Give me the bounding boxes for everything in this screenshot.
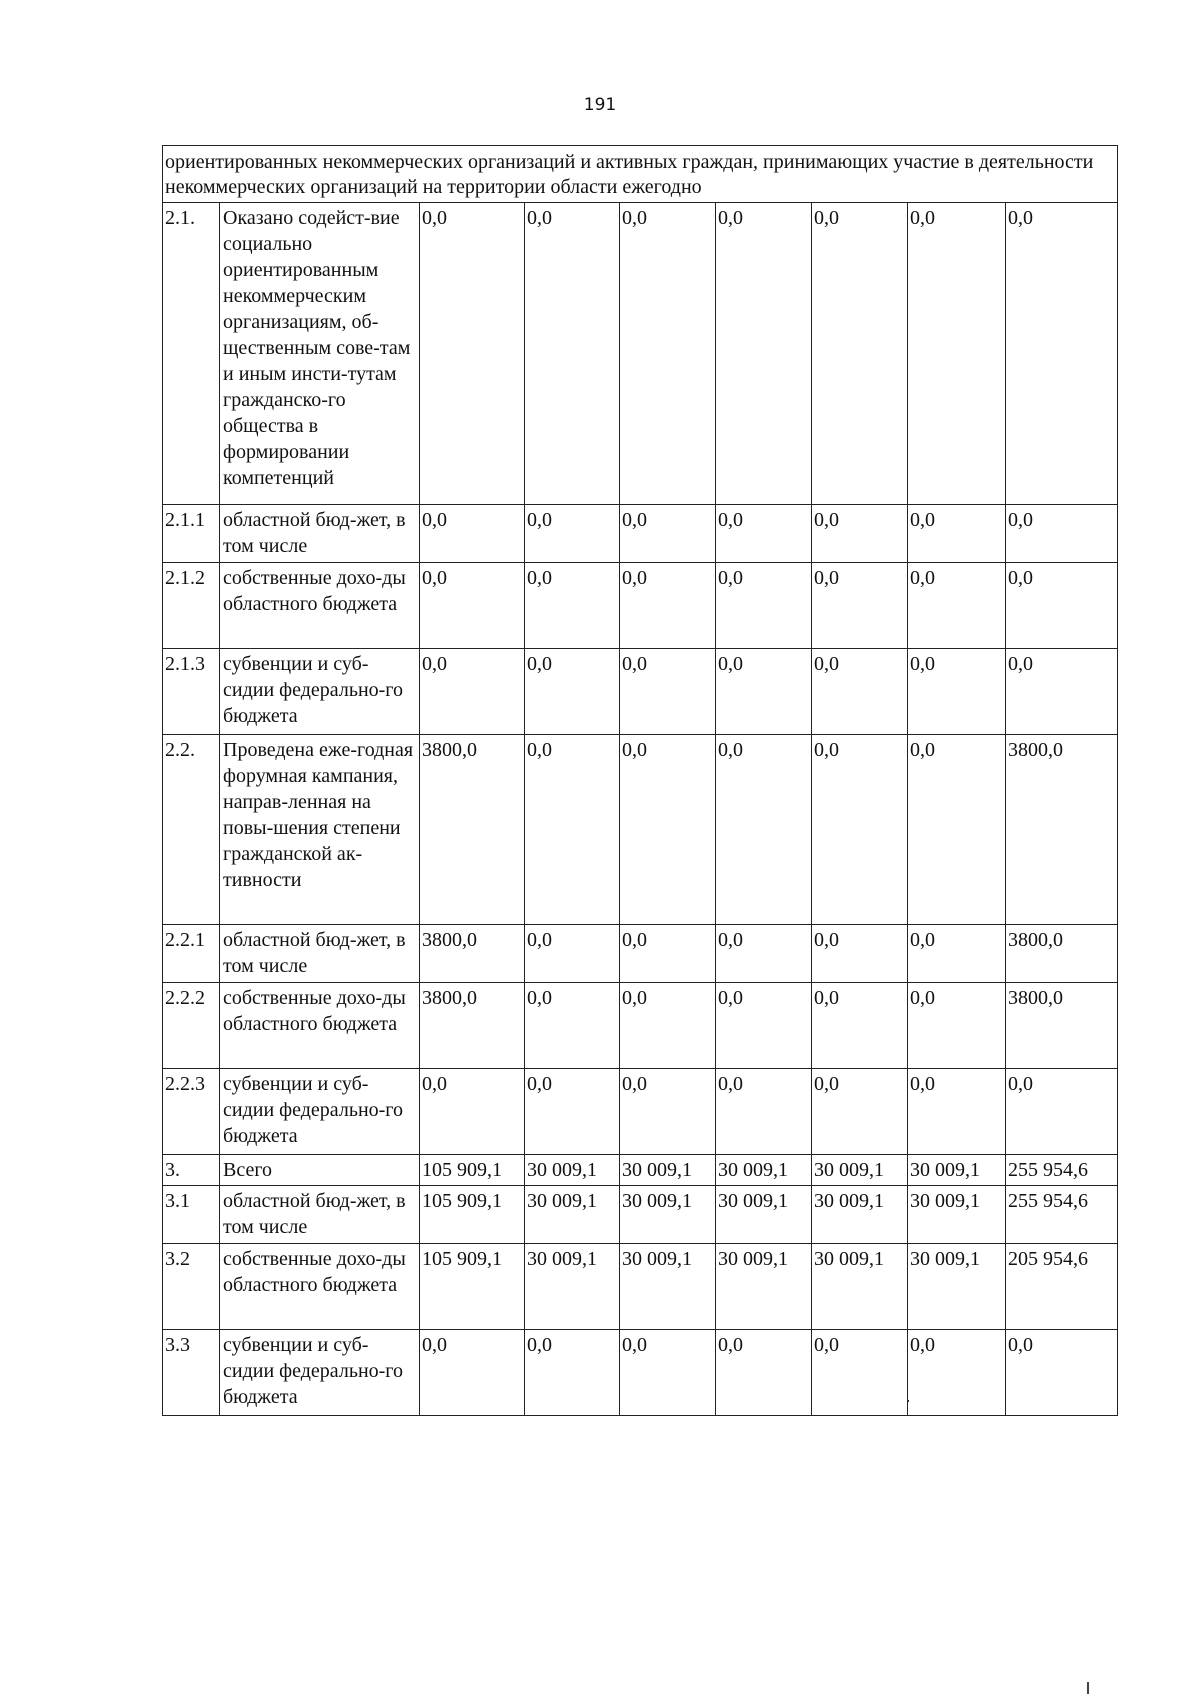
scan-mark [1087, 1682, 1089, 1694]
value-cell: 0,0 [420, 505, 525, 563]
value-cell: 0,0 [1006, 649, 1118, 735]
value-cell: 30 009,1 [908, 1155, 1006, 1186]
value-cell: 0,0 [420, 203, 525, 505]
row-label: областной бюд-жет, в том числе [220, 505, 420, 563]
row-label: Всего [220, 1155, 420, 1186]
value-cell: 0,0 [620, 983, 716, 1069]
value-cell: 0,0 [620, 1069, 716, 1155]
row-code: 2.1.3 [163, 649, 220, 735]
row-label: собственные дохо-ды областного бюджета [220, 1244, 420, 1330]
value-cell: 0,0 [716, 983, 812, 1069]
row-code: 2.2. [163, 735, 220, 925]
value-cell: 0,0 [525, 1069, 620, 1155]
row-code: 3.3 [163, 1330, 220, 1416]
row-label: Проведена еже-годная форумная кампания, направ-ленная на повы-шения степени гражданской ак-тивности [220, 735, 420, 925]
table-header-row [163, 146, 1118, 203]
budget-table [162, 145, 1118, 1416]
value-cell: 30 009,1 [716, 1244, 812, 1330]
value-cell: 0,0 [716, 1330, 812, 1416]
table-row [163, 203, 1118, 505]
value-cell: 0,0 [716, 649, 812, 735]
value-cell: 0,0 [620, 1330, 716, 1416]
value-cell: 0,0 [908, 735, 1006, 925]
row-label: собственные дохо-ды областного бюджета [220, 563, 420, 649]
table-row [163, 1330, 1118, 1416]
value-cell: 0,0 [812, 505, 908, 563]
value-cell: 30 009,1 [525, 1244, 620, 1330]
value-cell: 0,0 [908, 505, 1006, 563]
row-code: 3.1 [163, 1186, 220, 1244]
row-label: собственные дохо-ды областного бюджета [220, 983, 420, 1069]
value-cell: 0,0 [525, 505, 620, 563]
value-cell: 0,0 [1006, 1069, 1118, 1155]
row-code: 2.1.1 [163, 505, 220, 563]
value-cell: 0,0 [420, 649, 525, 735]
row-code: 2.2.1 [163, 925, 220, 983]
value-cell: 0,0 [1006, 505, 1118, 563]
row-code: 3.2 [163, 1244, 220, 1330]
value-cell: 0,0 [908, 983, 1006, 1069]
table-row [163, 735, 1118, 925]
value-cell: 3800,0 [1006, 735, 1118, 925]
value-cell: 30 009,1 [908, 1186, 1006, 1244]
value-cell: 0,0 [716, 505, 812, 563]
value-cell: 0,0 [812, 735, 908, 925]
value-cell: 0,0 [1006, 1330, 1118, 1416]
value-cell: 0,0 [620, 925, 716, 983]
value-cell: 0,0 [420, 1330, 525, 1416]
value-cell: 0,0 [620, 735, 716, 925]
value-cell: 0,0 [420, 563, 525, 649]
row-label: субвенции и суб-сидии федерально-го бюджета [220, 649, 420, 735]
value-cell: 205 954,6 [1006, 1244, 1118, 1330]
value-cell: 30 009,1 [525, 1155, 620, 1186]
value-cell: 0,0 [525, 735, 620, 925]
row-label: Оказано содейст-вие социально ориентированным некоммерческим организациям, об-щественным сове-там и иным инсти-тутам гражданско-го общества в формировании компетенций [220, 203, 420, 505]
row-label: областной бюд-жет, в том числе [220, 925, 420, 983]
row-label: субвенции и суб-сидии федерально-го бюджета [220, 1330, 420, 1416]
table-row [163, 1155, 1118, 1186]
value-cell: 3800,0 [420, 983, 525, 1069]
value-cell: 0,0 [908, 1069, 1006, 1155]
table-body [163, 146, 1118, 1416]
value-cell: 255 954,6 [1006, 1186, 1118, 1244]
value-cell: 0,0 [908, 563, 1006, 649]
value-cell: 30 009,1 [812, 1186, 908, 1244]
table-row [163, 1186, 1118, 1244]
value-cell: 0,0 [812, 203, 908, 505]
value-cell: 0,0 [716, 1069, 812, 1155]
value-cell: 3800,0 [1006, 983, 1118, 1069]
value-cell: 0,0 [420, 1069, 525, 1155]
value-cell: 3800,0 [420, 925, 525, 983]
value-cell: 30 009,1 [620, 1155, 716, 1186]
value-cell: 105 909,1 [420, 1244, 525, 1330]
value-cell: 0,0 [812, 983, 908, 1069]
value-cell: 0,0 [620, 203, 716, 505]
value-cell: 30 009,1 [525, 1186, 620, 1244]
row-code: 2.2.2 [163, 983, 220, 1069]
value-cell: 0,0 [812, 563, 908, 649]
value-cell: 30 009,1 [620, 1186, 716, 1244]
value-cell: 0,0 [812, 925, 908, 983]
page-number: 191 [583, 95, 617, 115]
value-cell: 0,0 [620, 563, 716, 649]
value-cell: 0,0 [908, 1330, 1006, 1416]
value-cell: 30 009,1 [908, 1244, 1006, 1330]
value-cell: 0,0 [1006, 563, 1118, 649]
value-cell: 255 954,6 [1006, 1155, 1118, 1186]
value-cell: 0,0 [525, 649, 620, 735]
value-cell: 0,0 [812, 1069, 908, 1155]
value-cell: 0,0 [716, 735, 812, 925]
value-cell: 3800,0 [420, 735, 525, 925]
value-cell: 0,0 [620, 649, 716, 735]
table-row [163, 563, 1118, 649]
value-cell: 30 009,1 [716, 1155, 812, 1186]
value-cell: 0,0 [525, 203, 620, 505]
value-cell: 3800,0 [1006, 925, 1118, 983]
value-cell: 30 009,1 [812, 1244, 908, 1330]
value-cell: 0,0 [812, 649, 908, 735]
table-row [163, 505, 1118, 563]
value-cell: 0,0 [620, 505, 716, 563]
value-cell: 30 009,1 [716, 1186, 812, 1244]
value-cell: 0,0 [716, 563, 812, 649]
value-cell: 0,0 [908, 649, 1006, 735]
scan-dot [907, 1400, 909, 1402]
value-cell: 0,0 [525, 983, 620, 1069]
row-code: 2.1. [163, 203, 220, 505]
table-row [163, 983, 1118, 1069]
value-cell: 0,0 [525, 563, 620, 649]
row-label: субвенции и суб-сидии федерально-го бюджета [220, 1069, 420, 1155]
row-label: областной бюд-жет, в том числе [220, 1186, 420, 1244]
value-cell: 105 909,1 [420, 1155, 525, 1186]
value-cell: 0,0 [716, 925, 812, 983]
row-code: 3. [163, 1155, 220, 1186]
value-cell: 0,0 [525, 1330, 620, 1416]
value-cell: 0,0 [908, 925, 1006, 983]
value-cell: 0,0 [716, 203, 812, 505]
value-cell: 30 009,1 [620, 1244, 716, 1330]
value-cell: 30 009,1 [812, 1155, 908, 1186]
value-cell: 0,0 [908, 203, 1006, 505]
value-cell: 0,0 [525, 925, 620, 983]
value-cell: 105 909,1 [420, 1186, 525, 1244]
table-row [163, 1244, 1118, 1330]
table-row [163, 649, 1118, 735]
table-row [163, 925, 1118, 983]
row-code: 2.1.2 [163, 563, 220, 649]
table-header-text: ориентированных некоммерческих организаций и активных граждан, принимающих участие в деятельности некоммерческих организаций на территории области ежегодно [163, 146, 1118, 203]
value-cell: 0,0 [812, 1330, 908, 1416]
row-code: 2.2.3 [163, 1069, 220, 1155]
table-row [163, 1069, 1118, 1155]
budget-table-container [162, 145, 1117, 1416]
value-cell: 0,0 [1006, 203, 1118, 505]
